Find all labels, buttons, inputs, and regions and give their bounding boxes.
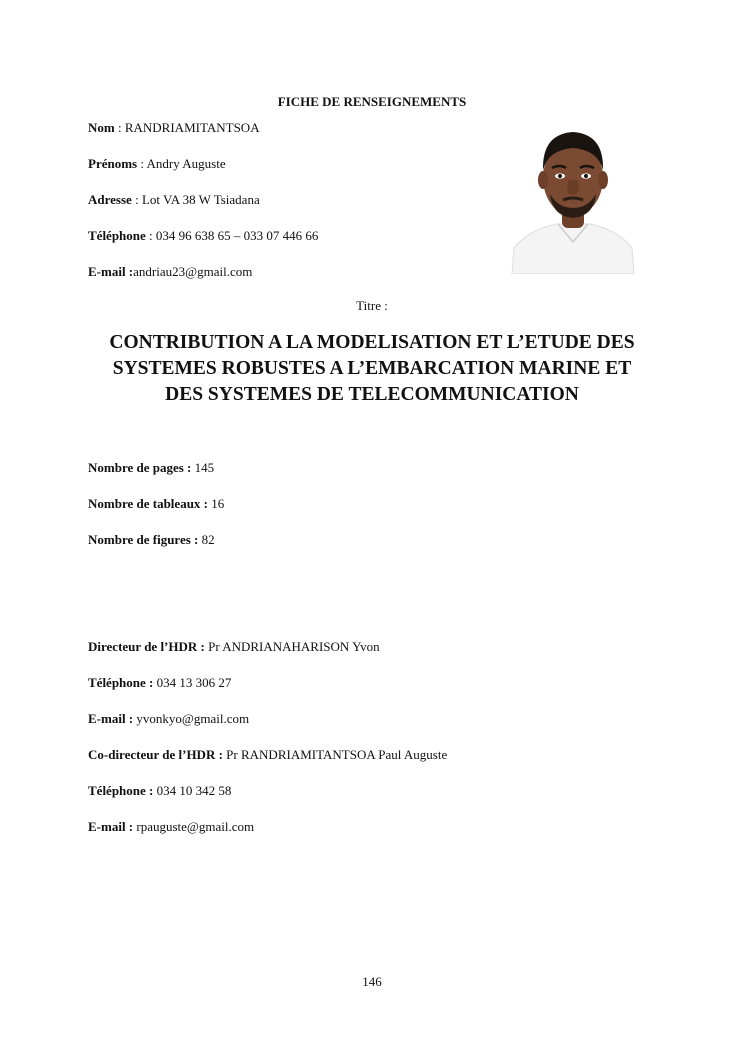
pages-count-label: Nombre de pages : [88,460,192,475]
directeur-row [88,639,380,655]
email-row [88,264,252,280]
portrait-photo [508,120,638,274]
telephone-label: Téléphone [88,228,146,243]
page-heading: FICHE DE RENSEIGNEMENTS [277,94,467,109]
codirecteur-email-value: rpauguste@gmail.com [133,819,255,834]
codirecteur-label: Co-directeur de l’HDR : [88,747,223,762]
email-value: andriau23@gmail.com [133,264,253,279]
directeur-email-row [88,711,249,727]
pages-count-row [88,460,214,476]
codirecteur-email-row [88,819,254,835]
portrait-illustration [508,120,638,274]
thesis-title-line-1: CONTRIBUTION A LA MODELISATION ET L’ETUDE DES [109,332,635,353]
thesis-title-line-3: DES SYSTEMES DE TELECOMMUNICATION [165,384,579,405]
prenoms-value: Andry Auguste [146,156,226,171]
prenoms-separator: : [137,156,147,171]
codirecteur-email-label: E-mail : [88,819,134,834]
thesis-title-line-2: SYSTEMES ROBUSTES A L’EMBARCATION MARINE ET [112,358,632,379]
nom-separator: : [114,120,125,135]
codirecteur-telephone-row [88,783,231,799]
pages-count-value: 145 [191,460,215,475]
thesis-title [88,330,656,408]
prenoms-label: Prénoms [88,156,138,171]
tables-count-value: 16 [208,496,225,511]
directeur-telephone-row [88,675,231,691]
directeur-telephone-value: 034 13 306 27 [153,675,232,690]
figures-count-row [88,532,215,548]
telephone-value: 034 96 638 65 – 033 07 446 66 [155,228,319,243]
email-label: E-mail : [88,264,134,279]
nom-label: Nom [88,120,115,135]
codirecteur-value: Pr RANDRIAMITANTSOA Paul Auguste [222,747,448,762]
adresse-value: Lot VA 38 W Tsiadana [141,192,260,207]
directeur-telephone-label: Téléphone : [88,675,154,690]
directeur-label: Directeur de l’HDR : [88,639,205,654]
tables-count-row [88,496,224,512]
adresse-separator: : [131,192,142,207]
figures-count-label: Nombre de figures : [88,532,199,547]
tables-count-label: Nombre de tableaux : [88,496,209,511]
nom-row [88,120,260,136]
adresse-label: Adresse [88,192,132,207]
adresse-row [88,192,260,208]
prenoms-row [88,156,226,172]
nom-value: RANDRIAMITANTSOA [124,120,260,135]
figures-count-value: 82 [198,532,215,547]
codirecteur-telephone-value: 034 10 342 58 [153,783,232,798]
titre-label: Titre : [356,298,388,313]
directeur-email-value: yvonkyo@gmail.com [133,711,250,726]
page-number: 146 [362,974,382,989]
codirecteur-row [88,747,447,763]
directeur-email-label: E-mail : [88,711,134,726]
directeur-value: Pr ANDRIANAHARISON Yvon [204,639,380,654]
telephone-separator: : [145,228,156,243]
codirecteur-telephone-label: Téléphone : [88,783,154,798]
telephone-row [88,228,318,244]
